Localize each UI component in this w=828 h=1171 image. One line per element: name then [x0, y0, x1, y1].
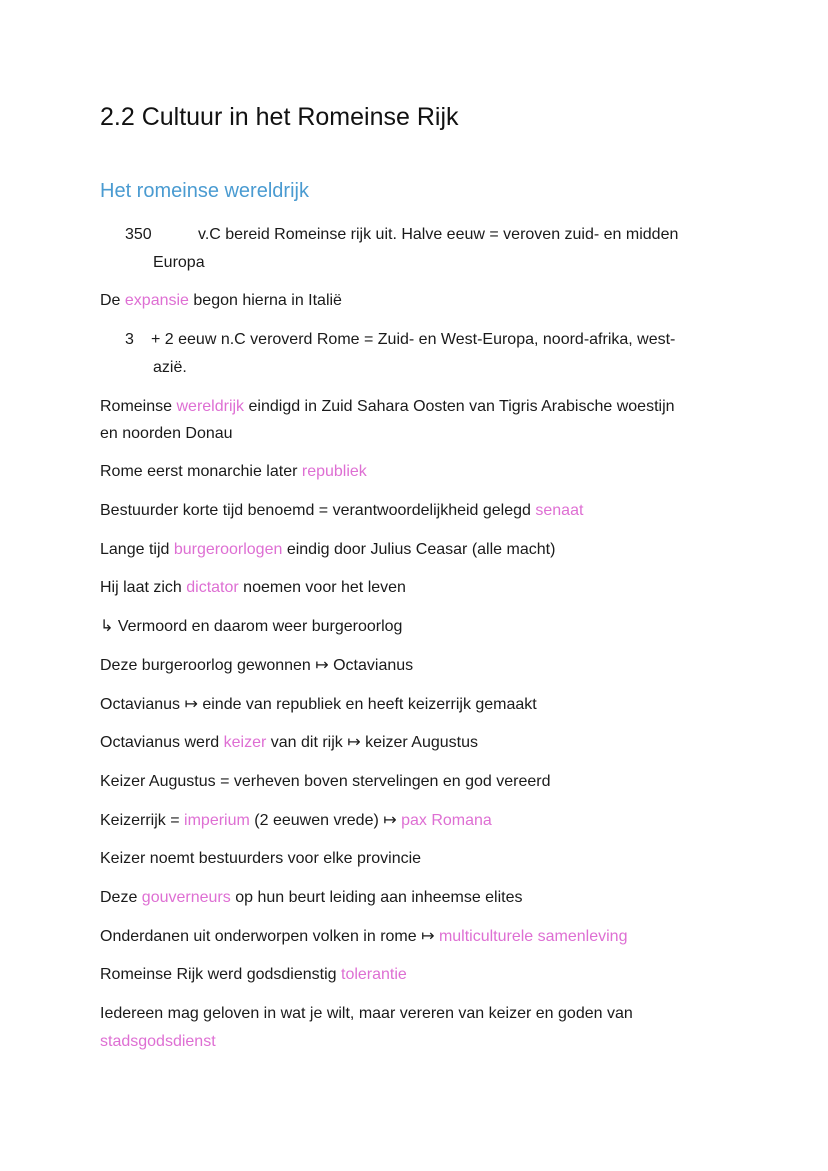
highlight-term: dictator: [186, 579, 239, 596]
text-run: Octavianus werd: [100, 734, 224, 751]
paragraph-republiek: [100, 458, 367, 485]
paragraph-imperium: [100, 807, 492, 834]
highlight-term: pax Romana: [401, 812, 492, 829]
text-run: Deze: [100, 889, 142, 906]
highlight-term: republiek: [301, 463, 367, 480]
highlight-term: keizer: [223, 734, 267, 751]
text-run: van dit rijk ↦ keizer Augustus: [266, 734, 479, 751]
section-heading: Het romeinse wereldrijk: [100, 180, 309, 202]
text-run: Bestuurder korte tijd benoemd = verantwoordelijkheid gelegd: [100, 502, 536, 519]
paragraph-gouverneurs: [100, 884, 523, 911]
paragraph-einde-republiek: Octavianus ↦ einde van republiek en heeft keizerrijk gemaakt: [100, 696, 537, 713]
paragraph-tolerantie: [100, 961, 407, 988]
highlight-term: stadsgodsdienst: [100, 1033, 216, 1050]
highlight-term: senaat: [535, 502, 584, 519]
text-line: [100, 393, 675, 420]
highlight-term: expansie: [124, 292, 189, 309]
highlight-term: burgeroorlogen: [173, 541, 283, 558]
paragraph-expansie: [100, 287, 342, 314]
highlight-term: wereldrijk: [176, 398, 245, 415]
text-run: begon hierna in Italië: [188, 292, 342, 309]
paragraph-senaat: [100, 497, 583, 524]
paragraph-dictator: [100, 574, 406, 601]
list-text: v.C bereid Romeinse rijk uit. Halve eeuw = veroven zuid- en midden: [198, 226, 679, 243]
text-run: Keizerrijk =: [100, 812, 185, 829]
list-text-continuation: Europa: [153, 254, 205, 271]
text-line: Iedereen mag geloven in wat je wilt, maar vereren van keizer en goden van: [100, 1005, 633, 1022]
paragraph-keizer: [100, 729, 478, 756]
paragraph-provincie: Keizer noemt bestuurders voor elke provincie: [100, 850, 422, 867]
paragraph-multicultureel: [100, 923, 627, 950]
paragraph-vermoord: ↳ Vermoord en daarom weer burgeroorlog: [100, 618, 403, 635]
text-run: Lange tijd: [100, 541, 174, 558]
text-line-continuation: en noorden Donau: [100, 425, 233, 442]
list-number: 3: [125, 331, 134, 348]
text-run: Romeinse: [100, 398, 177, 415]
text-run: Hij laat zich: [100, 579, 187, 596]
highlight-term: imperium: [184, 812, 250, 829]
paragraph-burgeroorlogen: [100, 536, 555, 563]
text-run: De: [100, 292, 125, 309]
paragraph-burgeroorlog-gewonnen: Deze burgeroorlog gewonnen ↦ Octavianus: [100, 657, 414, 674]
text-run: eindig door Julius Ceasar (alle macht): [282, 541, 556, 558]
text-run: noemen voor het leven: [238, 579, 406, 596]
paragraph-augustus: Keizer Augustus = verheven boven stervelingen en god vereerd: [100, 773, 551, 790]
text-run: op hun beurt leiding aan inheemse elites: [230, 889, 523, 906]
list-text: + 2 eeuw n.C veroverd Rome = Zuid- en West-Europa, noord-afrika, west-: [151, 331, 676, 348]
list-text-continuation: azië.: [153, 359, 187, 376]
highlight-term: gouverneurs: [141, 889, 231, 906]
highlight-term: multiculturele samenleving: [438, 928, 628, 945]
highlight-term: tolerantie: [341, 966, 407, 983]
page-title: 2.2 Cultuur in het Romeinse Rijk: [100, 103, 459, 131]
text-run: Romeinse Rijk werd godsdienstig: [100, 966, 341, 983]
text-run: Onderdanen uit onderworpen volken in rome ↦: [100, 928, 439, 945]
list-number: 350: [125, 226, 152, 243]
text-run: (2 eeuwen vrede) ↦: [249, 812, 402, 829]
text-run: Rome eerst monarchie later: [100, 463, 302, 480]
text-run: eindigd in Zuid Sahara Oosten van Tigris Arabische woestijn: [244, 398, 675, 415]
